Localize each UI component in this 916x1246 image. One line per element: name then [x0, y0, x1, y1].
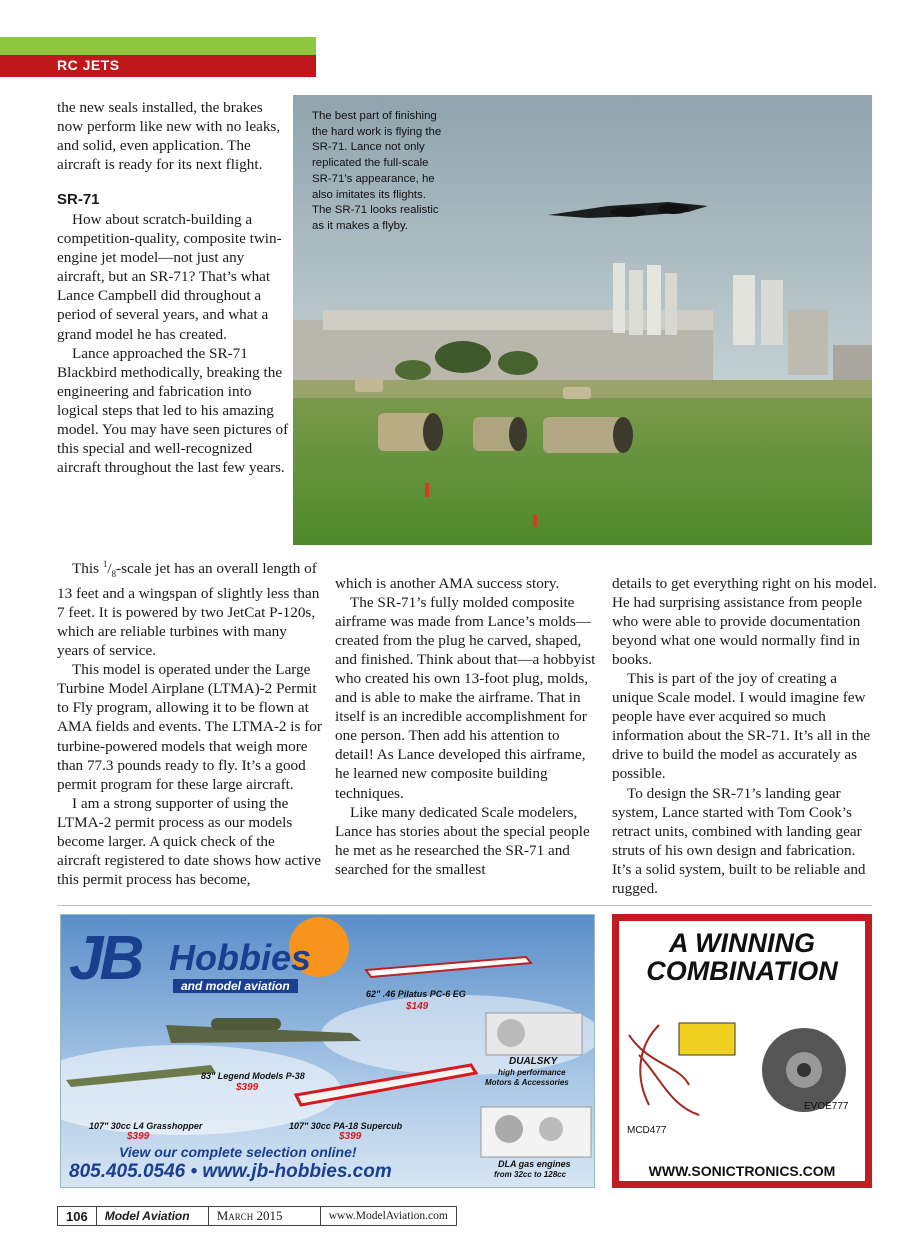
product-name: 83" Legend Models P-38 [201, 1071, 305, 1081]
product-price: $399 [339, 1131, 362, 1142]
article-column-1-top [57, 98, 289, 477]
jb-logo: JB [69, 924, 141, 993]
product-illustration [619, 995, 865, 1145]
product-price: $399 [236, 1082, 259, 1093]
paragraph: To design the SR-71’s landing gear system, Lance started with Tom Cook’s retract units, combined with landing gear struts of his own design and fabrication. It’s a solid system, built to be reliable and rugged. [612, 784, 866, 897]
product-price: $149 [406, 1001, 429, 1012]
paragraph: This model is operated under the Large Turbine Model Airplane (LTMA)-2 Permit to Fly program, allowing it to be flown at AMA fields and events. The LTMA-2 is for turbine-powered models that weigh more than 77.3 pounds ready to fly. It’s a good permit program for these large aircraft. [57, 661, 322, 793]
header-red-band [0, 55, 316, 77]
section-label: RC JETS [57, 57, 120, 73]
article-column-1-bottom [57, 555, 322, 889]
page-number: 106 [58, 1207, 97, 1225]
fraction-denominator: 8 [111, 569, 117, 580]
text-run: This [72, 560, 103, 578]
dla-label: DLA gas engines [498, 1159, 571, 1169]
product-label: EVOE777 [804, 1101, 849, 1112]
article-column-2 [335, 574, 600, 879]
page-footer [57, 1206, 457, 1226]
product-name: 107" 30cc L4 Grasshopper [89, 1121, 203, 1131]
sonictronics-ad-panel [619, 921, 865, 1181]
promo-text: View our complete selection online! [119, 1144, 357, 1160]
paragraph: which is another AMA success story. [335, 575, 560, 592]
dualsky-sub: Motors & Accessories [485, 1078, 569, 1087]
paragraph: This $^1/_8$-scale jet has an overall length of 13 feet and a wingspan of slightly less than 7 feet. It is powered by two JetCat P-120s, which are reliable turbines with many years of service. [57, 559, 320, 660]
product-label: MCD477 [627, 1125, 667, 1136]
paragraph: How about scratch-building a competition-quality, composite twin-engine jet model—not just any aircraft, but an SR-71? That’s what Lance Campbell did throughout a period of several years, and what a grand model he has created. [57, 211, 282, 343]
ad-url[interactable]: WWW.SONICTRONICS.COM [648, 1163, 836, 1179]
fraction-numerator: 1 [102, 559, 108, 569]
text-run: -scale jet has an overall length of 13 feet and a wingspan of slightly less than 7 feet. It is powered by two JetCat P-120s, which are reliable turbines with many years of service. [57, 560, 320, 660]
jb-tagline: and model aviation [173, 979, 298, 993]
paragraph: Like many dedicated Scale modelers, Lance has stories about the special people he met as he researched the SR-71 and searched for the smallest [335, 803, 590, 878]
ad-headline: A WINNING [669, 928, 815, 958]
paragraph: the new seals installed, the brakes now perform like new with no leaks, and solid, even application. The aircraft is ready for its next flight. [57, 99, 281, 174]
paragraph: The SR-71’s fully molded composite airframe was made from Lance’s molds—created from the plug he carved, shaped, and finished. Think about that—a hobbyist who created his own 13-foot plug, molds, and is able to make the airframe. That in itself is an incredible accomplishment for one person. Then add his attention to detail! As Lance developed this airframe, he learned new composite building techniques. [335, 594, 596, 802]
article-column-3 [612, 574, 877, 898]
jb-hobbies-ad[interactable] [60, 914, 595, 1188]
issue-date: March 2015 [209, 1207, 321, 1225]
jb-logo-hobbies: Hobbies [169, 937, 312, 978]
product-price: $399 [127, 1131, 150, 1142]
paragraph: I am a strong supporter of using the LTMA-2 permit process as our models become larger. A quick check of the aircraft registered to date shows how active this permit process has become, [57, 794, 321, 888]
photo-caption: The best part of finishing the hard work is flying the SR-71. Lance not only replicated the full-scale SR-71’s appearance, he also imitates its flights. The SR-71 looks realistic as it makes a flyby. [312, 110, 442, 232]
product-name: 62" .46 Pilatus PC-6 EG [366, 989, 466, 999]
contact-line[interactable]: 805.405.0546 • www.jb-hobbies.com [69, 1161, 392, 1182]
product-name: 107" 30cc PA-18 Supercub [289, 1121, 403, 1131]
divider-rule [57, 905, 872, 906]
paragraph: Lance approached the SR-71 Blackbird methodically, breaking the engineering and fabrication into logical steps that led to his amazing model. You may have seen pictures of this special and well-recognized aircraft throughout the last few years. [57, 344, 289, 476]
magazine-title: Model Aviation [97, 1207, 209, 1225]
website-url[interactable]: www.ModelAviation.com [328, 1210, 448, 1222]
dualsky-label: DUALSKY [509, 1056, 558, 1067]
header-green-band [0, 37, 316, 55]
ad-headline: COMBINATION [646, 956, 838, 986]
sonictronics-ad[interactable] [612, 914, 872, 1188]
dla-sub: from 32cc to 128cc [494, 1170, 567, 1179]
section-heading: SR-71 [57, 191, 100, 209]
paragraph: This is part of the joy of creating a unique Scale model. I would imagine few people have ever acquired so much information about the SR-71. It’s all in the drive to build the model as accurately as possible. [612, 670, 871, 783]
paragraph: details to get everything right on his model. He had surprising assistance from people who were able to provide documentation beyond what one would normally find in books. [612, 575, 877, 669]
dualsky-sub: high performance [498, 1068, 566, 1077]
